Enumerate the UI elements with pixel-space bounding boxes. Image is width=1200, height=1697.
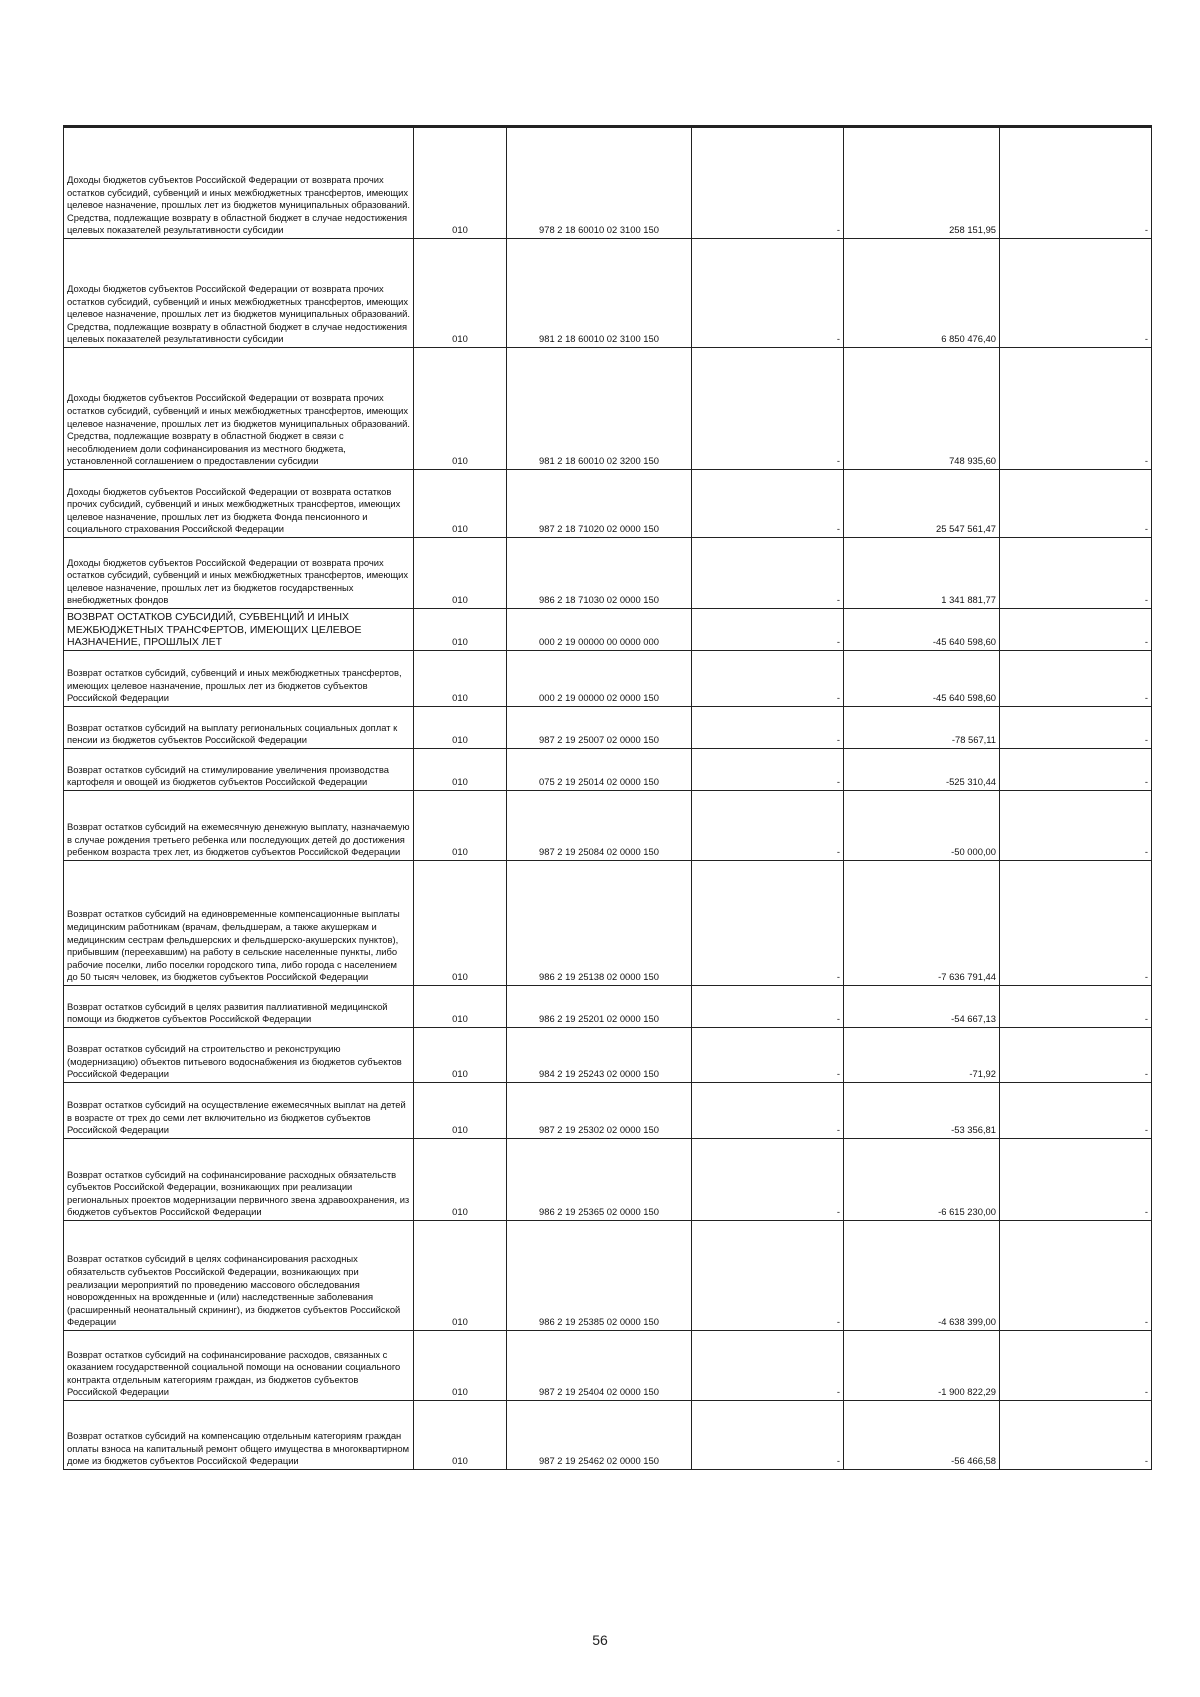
row-name-cell: Возврат остатков субсидий на единовременные компенсационные выплаты медицинским работникам (врачам, фельдшерам, а также акушеркам и медицинским сестрам фельдшерских и фельдшерско-акушерских пунктов), прибывшим (переехавшим) на работу в сельские населенные пункты, либо рабочие поселки, либо поселки городского типа, либо города с населением до 50 тысяч человек, из бюджетов субъектов Российской Федерации (64, 861, 414, 986)
row-unexecuted-cell: - (1000, 239, 1152, 348)
row-budget-code-cell: 986 2 19 25201 02 0000 150 (507, 986, 692, 1028)
row-unexecuted-cell: - (1000, 1083, 1152, 1139)
row-approved-cell: - (692, 1401, 844, 1470)
table-row (64, 1028, 1152, 1083)
row-budget-code-cell: 987 2 19 25302 02 0000 150 (507, 1083, 692, 1139)
row-approved-cell: - (692, 348, 844, 470)
row-unexecuted-cell: - (1000, 707, 1152, 749)
row-approved-cell: - (692, 1221, 844, 1331)
row-name-cell: Доходы бюджетов субъектов Российской Федерации от возврата прочих остатков субсидий, субвенций и иных межбюджетных трансфертов, имеющих целевое назначение, прошлых лет из бюджетов муниципальных образований. Средства, подлежащие возврату в областной бюджет в случае недостижения целевых показателей результативности субсидии (64, 239, 414, 348)
row-budget-code-cell: 987 2 19 25007 02 0000 150 (507, 707, 692, 749)
row-unexecuted-cell: - (1000, 1331, 1152, 1401)
row-unexecuted-cell: - (1000, 1221, 1152, 1331)
row-line-code-cell: 010 (414, 1028, 507, 1083)
row-approved-cell: - (692, 861, 844, 986)
row-executed-cell: -54 667,13 (844, 986, 1000, 1028)
row-budget-code-cell: 984 2 19 25243 02 0000 150 (507, 1028, 692, 1083)
table-row (64, 127, 1152, 239)
budget-table (63, 125, 1152, 1470)
row-unexecuted-cell: - (1000, 1028, 1152, 1083)
row-line-code-cell: 010 (414, 1331, 507, 1401)
row-name-cell: ВОЗВРАТ ОСТАТКОВ СУБСИДИЙ, СУБВЕНЦИЙ И ИНЫХ МЕЖБЮДЖЕТНЫХ ТРАНСФЕРТОВ, ИМЕЮЩИХ ЦЕЛЕВОЕ НАЗНАЧЕНИЕ, ПРОШЛЫХ ЛЕТ (64, 609, 414, 651)
row-line-code-cell: 010 (414, 651, 507, 707)
row-name-cell: Возврат остатков субсидий на стимулирование увеличения производства картофеля и овощей из бюджетов субъектов Российской Федерации (64, 749, 414, 791)
row-unexecuted-cell: - (1000, 1401, 1152, 1470)
page-number: 56 (592, 1632, 608, 1648)
table-row (64, 707, 1152, 749)
row-executed-cell: 6 850 476,40 (844, 239, 1000, 348)
row-name-cell: Возврат остатков субсидий на выплату региональных социальных доплат к пенсии из бюджетов субъектов Российской Федерации (64, 707, 414, 749)
table-row (64, 1139, 1152, 1221)
row-budget-code-cell: 978 2 18 60010 02 3100 150 (507, 127, 692, 239)
table-row (64, 651, 1152, 707)
row-executed-cell: -1 900 822,29 (844, 1331, 1000, 1401)
row-approved-cell: - (692, 1331, 844, 1401)
row-name-cell: Возврат остатков субсидий, субвенций и иных межбюджетных трансфертов, имеющих целевое назначение, прошлых лет из бюджетов субъектов Российской Федерации (64, 651, 414, 707)
row-name-cell: Возврат остатков субсидий на софинансирование расходных обязательств субъектов Российской Федерации, возникающих при реализации региональных проектов модернизации первичного звена здравоохранения, из бюджетов субъектов Российской Федерации (64, 1139, 414, 1221)
row-unexecuted-cell: - (1000, 538, 1152, 609)
row-name-cell: Возврат остатков субсидий в целях софинансирования расходных обязательств субъектов Российской Федерации, возникающих при реализации мероприятий по проведению массового обследования новорожденных на врожденные и (или) наследственные заболевания (расширенный неонатальный скрининг), из бюджетов субъектов Российской Федерации (64, 1221, 414, 1331)
row-approved-cell: - (692, 986, 844, 1028)
row-executed-cell: 748 935,60 (844, 348, 1000, 470)
row-budget-code-cell: 987 2 18 71020 02 0000 150 (507, 470, 692, 538)
row-name-cell: Доходы бюджетов субъектов Российской Федерации от возврата прочих остатков субсидий, субвенций и иных межбюджетных трансфертов, имеющих целевое назначение, прошлых лет из бюджетов государственных внебюджетных фондов (64, 538, 414, 609)
row-executed-cell: -71,92 (844, 1028, 1000, 1083)
row-approved-cell: - (692, 1083, 844, 1139)
row-name-cell: Возврат остатков субсидий на софинансирование расходов, связанных с оказанием государственной социальной помощи на основании социального контракта отдельным категориям граждан, из бюджетов субъектов Российской Федерации (64, 1331, 414, 1401)
row-approved-cell: - (692, 749, 844, 791)
row-executed-cell: 1 341 881,77 (844, 538, 1000, 609)
row-budget-code-cell: 986 2 19 25138 02 0000 150 (507, 861, 692, 986)
table-row (64, 1083, 1152, 1139)
row-unexecuted-cell: - (1000, 986, 1152, 1028)
row-executed-cell: -45 640 598,60 (844, 651, 1000, 707)
row-line-code-cell: 010 (414, 470, 507, 538)
table-row (64, 861, 1152, 986)
table-row (64, 986, 1152, 1028)
row-budget-code-cell: 000 2 19 00000 02 0000 150 (507, 651, 692, 707)
row-line-code-cell: 010 (414, 986, 507, 1028)
row-name-cell: Возврат остатков субсидий на компенсацию отдельным категориям граждан оплаты взноса на капитальный ремонт общего имущества в многоквартирном доме из бюджетов субъектов Российской Федерации (64, 1401, 414, 1470)
row-unexecuted-cell: - (1000, 861, 1152, 986)
row-unexecuted-cell: - (1000, 470, 1152, 538)
row-line-code-cell: 010 (414, 749, 507, 791)
table-row (64, 239, 1152, 348)
row-budget-code-cell: 987 2 19 25462 02 0000 150 (507, 1401, 692, 1470)
row-executed-cell: -7 636 791,44 (844, 861, 1000, 986)
row-line-code-cell: 010 (414, 609, 507, 651)
row-line-code-cell: 010 (414, 239, 507, 348)
row-budget-code-cell: 075 2 19 25014 02 0000 150 (507, 749, 692, 791)
row-name-cell: Доходы бюджетов субъектов Российской Федерации от возврата остатков прочих субсидий, субвенций и иных межбюджетных трансфертов, имеющих целевое назначение, прошлых лет из бюджета Фонда пенсионного и социального страхования Российской Федерации (64, 470, 414, 538)
row-approved-cell: - (692, 470, 844, 538)
row-budget-code-cell: 987 2 19 25084 02 0000 150 (507, 791, 692, 861)
row-name-cell: Доходы бюджетов субъектов Российской Федерации от возврата прочих остатков субсидий, субвенций и иных межбюджетных трансфертов, имеющих целевое назначение, прошлых лет из бюджетов муниципальных образований. Средства, подлежащие возврату в областной бюджет в случае недостижения целевых показателей результативности субсидии (64, 127, 414, 239)
row-executed-cell: -525 310,44 (844, 749, 1000, 791)
row-name-cell: Возврат остатков субсидий на строительство и реконструкцию (модернизацию) объектов питьевого водоснабжения из бюджетов субъектов Российской Федерации (64, 1028, 414, 1083)
row-budget-code-cell: 987 2 19 25404 02 0000 150 (507, 1331, 692, 1401)
row-line-code-cell: 010 (414, 1401, 507, 1470)
table-row (64, 749, 1152, 791)
table-row (64, 538, 1152, 609)
row-name-cell: Возврат остатков субсидий в целях развития паллиативной медицинской помощи из бюджетов субъектов Российской Федерации (64, 986, 414, 1028)
row-approved-cell: - (692, 609, 844, 651)
row-approved-cell: - (692, 538, 844, 609)
row-executed-cell: 258 151,95 (844, 127, 1000, 239)
row-budget-code-cell: 000 2 19 00000 00 0000 000 (507, 609, 692, 651)
table-body (64, 127, 1152, 1470)
row-approved-cell: - (692, 239, 844, 348)
row-approved-cell: - (692, 127, 844, 239)
table-row (64, 470, 1152, 538)
row-line-code-cell: 010 (414, 707, 507, 749)
row-budget-code-cell: 986 2 19 25385 02 0000 150 (507, 1221, 692, 1331)
row-approved-cell: - (692, 791, 844, 861)
row-unexecuted-cell: - (1000, 609, 1152, 651)
row-line-code-cell: 010 (414, 791, 507, 861)
row-line-code-cell: 010 (414, 1139, 507, 1221)
row-budget-code-cell: 986 2 19 25365 02 0000 150 (507, 1139, 692, 1221)
row-executed-cell: 25 547 561,47 (844, 470, 1000, 538)
table-row (64, 348, 1152, 470)
table-row (64, 791, 1152, 861)
row-line-code-cell: 010 (414, 538, 507, 609)
row-name-cell: Возврат остатков субсидий на осуществление ежемесячных выплат на детей в возрасте от трех до семи лет включительно из бюджетов субъектов Российской Федерации (64, 1083, 414, 1139)
row-budget-code-cell: 981 2 18 60010 02 3100 150 (507, 239, 692, 348)
row-executed-cell: -6 615 230,00 (844, 1139, 1000, 1221)
row-budget-code-cell: 981 2 18 60010 02 3200 150 (507, 348, 692, 470)
row-unexecuted-cell: - (1000, 791, 1152, 861)
row-budget-code-cell: 986 2 18 71030 02 0000 150 (507, 538, 692, 609)
row-unexecuted-cell: - (1000, 127, 1152, 239)
row-executed-cell: -50 000,00 (844, 791, 1000, 861)
row-approved-cell: - (692, 1028, 844, 1083)
row-line-code-cell: 010 (414, 348, 507, 470)
row-approved-cell: - (692, 1139, 844, 1221)
row-executed-cell: -78 567,11 (844, 707, 1000, 749)
row-unexecuted-cell: - (1000, 651, 1152, 707)
table-row (64, 1331, 1152, 1401)
row-executed-cell: -53 356,81 (844, 1083, 1000, 1139)
row-unexecuted-cell: - (1000, 1139, 1152, 1221)
row-approved-cell: - (692, 651, 844, 707)
row-unexecuted-cell: - (1000, 348, 1152, 470)
row-name-cell: Доходы бюджетов субъектов Российской Федерации от возврата прочих остатков субсидий, субвенций и иных межбюджетных трансфертов, имеющих целевое назначение, прошлых лет из бюджетов муниципальных образований. Средства, подлежащие возврату в областной бюджет в связи с несоблюдением доли софинансирования из местного бюджета, установленной соглашением о предоставлении субсидии (64, 348, 414, 470)
row-line-code-cell: 010 (414, 1221, 507, 1331)
table-row (64, 609, 1152, 651)
row-line-code-cell: 010 (414, 127, 507, 239)
row-line-code-cell: 010 (414, 1083, 507, 1139)
row-executed-cell: -4 638 399,00 (844, 1221, 1000, 1331)
table-row (64, 1401, 1152, 1470)
row-line-code-cell: 010 (414, 861, 507, 986)
row-name-cell: Возврат остатков субсидий на ежемесячную денежную выплату, назначаемую в случае рождения третьего ребенка или последующих детей до достижения ребенком возраста трех лет, из бюджетов субъектов Российской Федерации (64, 791, 414, 861)
row-executed-cell: -56 466,58 (844, 1401, 1000, 1470)
table-row (64, 1221, 1152, 1331)
row-executed-cell: -45 640 598,60 (844, 609, 1000, 651)
report-sheet (63, 125, 1151, 1470)
row-unexecuted-cell: - (1000, 749, 1152, 791)
row-approved-cell: - (692, 707, 844, 749)
